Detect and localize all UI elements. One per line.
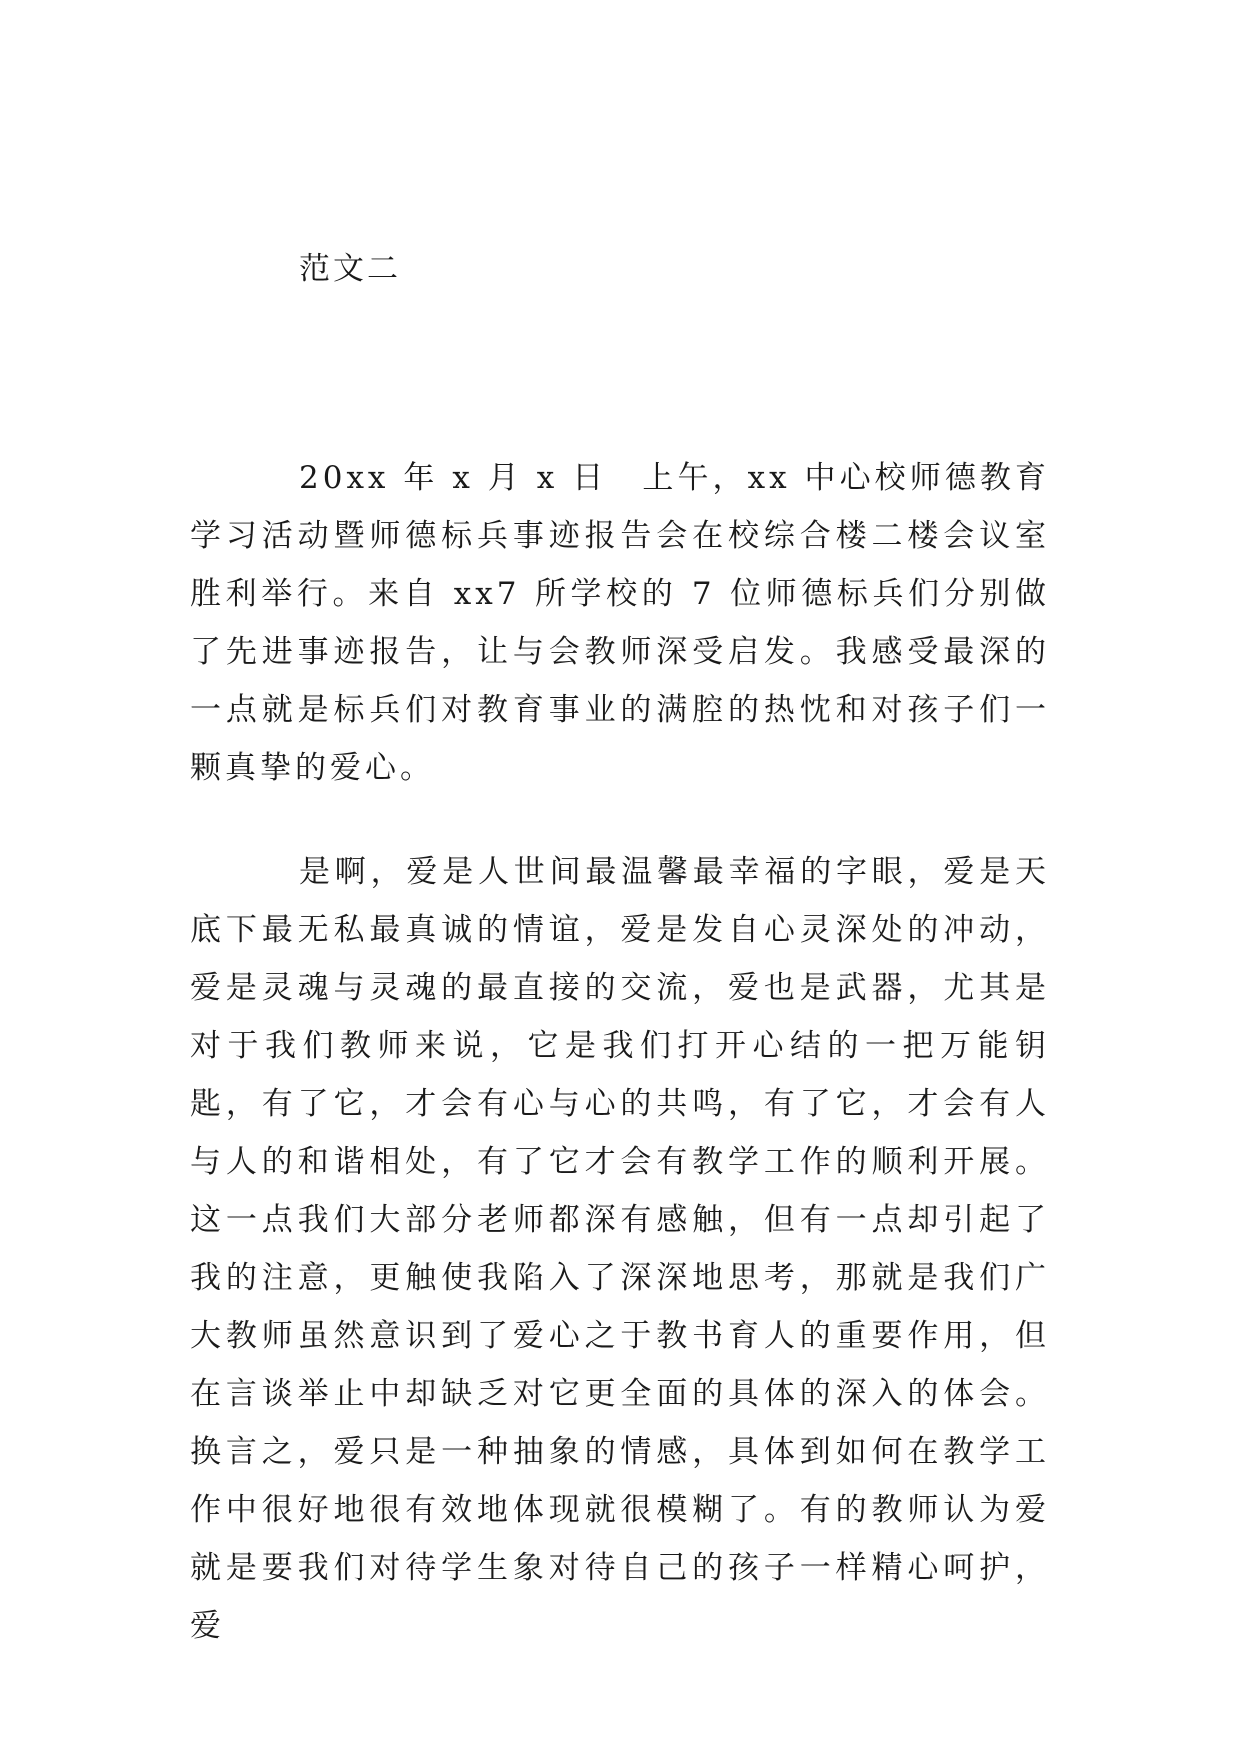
document-heading: 范文二 bbox=[299, 251, 401, 287]
body-paragraph-2: 是啊，爱是人世间最温馨最幸福的字眼，爱是天底下最无私最真诚的情谊，爱是发自心灵深处的冲动，爱是灵魂与灵魂的最直接的交流，爱也是武器，尤其是对于我们教师来说，它是我们打开心结的一把万能钥匙，有了它，才会有心与心的共鸣，有了它，才会有人与人的和谐相处，有了它才会有教学工作的顺利开展。这一点我们大部分老师都深有感触，但有一点却引起了我的注意，更触使我陷入了深深地思考，那就是我们广大教师虽然意识到了爱心之于教书育人的重要作用，但在言谈举止中却缺乏对它更全面的具体的深入的体会。换言之，爱只是一种抽象的情感，具体到如何在教学工作中很好地很有效地体现就很模糊了。有的教师认为爱就是要我们对待学生象对待自己的孩子一样精心呵护，爱 bbox=[190, 854, 1050, 1644]
body-paragraph-1: 20xx 年 x 月 x 日 上午，xx 中心校师德教育学习活动暨师德标兵事迹报告会在校综合楼二楼会议室胜利举行。来自 xx7 所学校的 7 位师德标兵们分别做了先进事迹报告，让与会教师深受启发。我感受最深的一点就是标兵们对教育事业的满腔的热忱和对孩子们一颗真挚的爱心。 bbox=[190, 460, 1050, 786]
